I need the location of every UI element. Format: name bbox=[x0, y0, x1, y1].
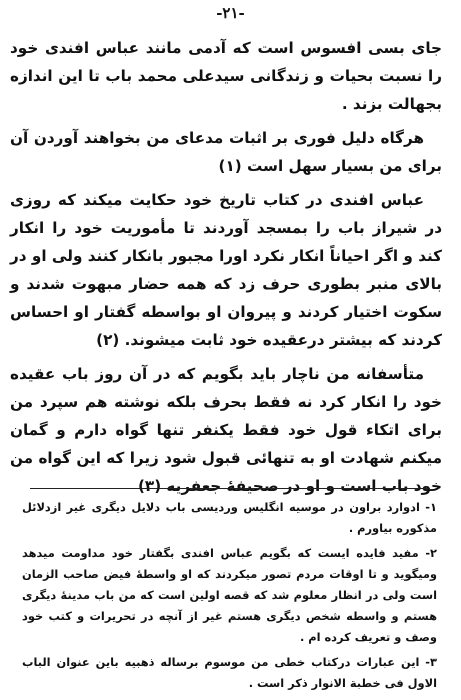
footnote: ۱- ادوارد براون در موسیه انگلیس وردیسی باب دلایل دیگری غیر ازدلائل مذکوره بیاورم . bbox=[22, 500, 437, 535]
main-text bbox=[10, 34, 442, 506]
paragraph: متأسفانه من ناچار باید بگویم که در آن روز باب عقیده خود را انکار کرد نه فقط بحرف بلکه نوشته هم سپرد من برای اتکاء قول خود فقط یکنفر تنها گواه دارم و گمان میکنم شهادت او به تنهائی قبول شود زیرا که این گواه من خود باب است و او در صحیفهٔ جعفریه (۳) bbox=[10, 365, 442, 495]
footnotes bbox=[22, 497, 437, 698]
page-number: -۲۱- bbox=[216, 4, 245, 22]
paragraph: جای بسی افسوس است که آدمی مانند عباس افندی خود را نسبت بحیات و زندگانی سیدعلی محمد باب تا این اندازه بجهالت بزند . bbox=[10, 39, 442, 113]
footnote-separator bbox=[30, 488, 430, 489]
footnote: ۳- این عبارات درکتاب خطی من موسوم برساله ذهبیه باین عنوان الباب الاول فی خطبة الانوار ذکر است . bbox=[22, 655, 437, 690]
paragraph: عباس افندی در کتاب تاریخ خود حکایت میکند که روزی در شیراز باب را بمسجد آوردند تا مأموریت خود را انکار کند و اگر احیاناً انکار نکرد اورا مجبور بانکار کنند ولی او در بالای منبر بطوری حرف زد که همه حضار مبهوت شدند و سکوت اختیار کردند و پیروان او بواسطه گفتار او احساس کردند که بیشتر درعقیده خود ثابت میشوند. (۲) bbox=[10, 191, 442, 349]
footnote: ۲- مفید فایده ایست که بگویم عباس افندی بگفتار خود مداومت میدهد ومیگوید و تا اوقات مردم تصور میکردند که او واسطهٔ فیض صاحب الزمان است ولی در انظار معلوم شد که قصه اولین است که من باب مدینهٔ دیگری هستم و واسطه شخص دیگری هستم غیر از آنچه در تحریرات و کتب خود وصف و تعریف کرده ام . bbox=[22, 546, 437, 644]
paragraph: هرگاه دلیل فوری بر اثبات مدعای من بخواهند آوردن آن برای من بسیار سهل است (۱) bbox=[10, 129, 442, 175]
